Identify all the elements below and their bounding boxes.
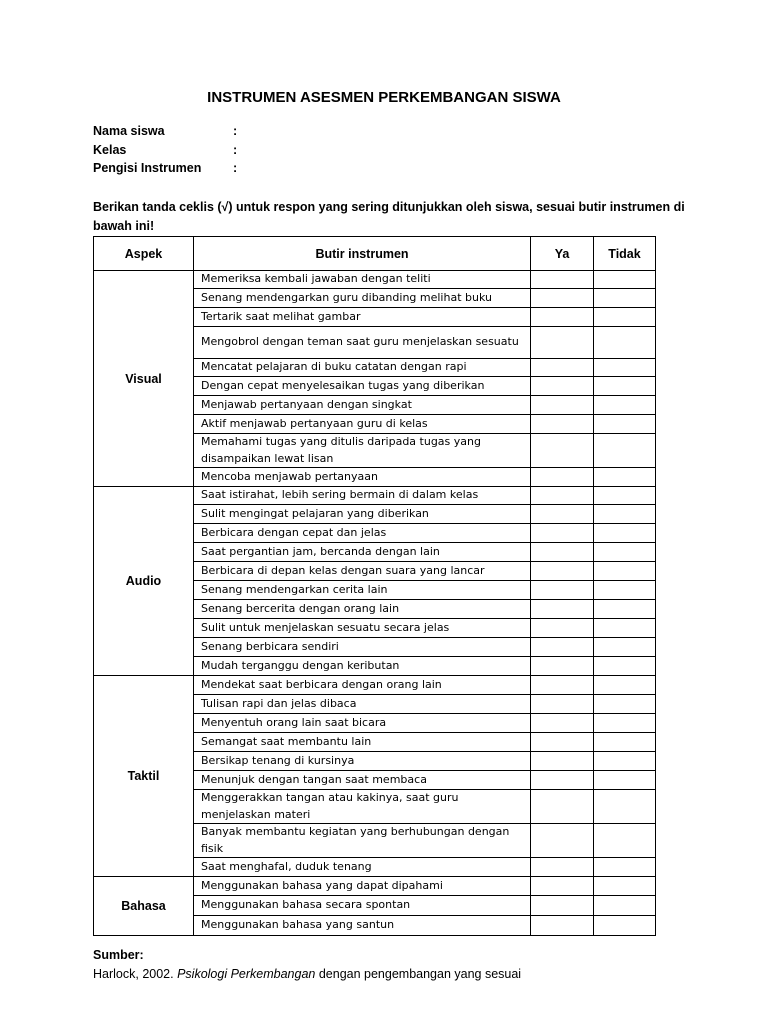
tidak-checkbox-cell[interactable]	[594, 505, 656, 524]
identity-row-nama	[93, 122, 238, 141]
ya-checkbox-cell[interactable]	[531, 858, 594, 877]
source-footer	[93, 946, 521, 984]
ya-checkbox-cell[interactable]	[531, 676, 594, 695]
ya-checkbox-cell[interactable]	[531, 562, 594, 581]
header-tidak: Tidak	[594, 237, 656, 271]
ya-checkbox-cell[interactable]	[531, 619, 594, 638]
tidak-checkbox-cell[interactable]	[594, 289, 656, 308]
tidak-checkbox-cell[interactable]	[594, 824, 656, 858]
ya-checkbox-cell[interactable]	[531, 714, 594, 733]
tidak-checkbox-cell[interactable]	[594, 916, 656, 936]
butir-cell: Sulit untuk menjelaskan sesuatu secara jelas	[194, 619, 531, 638]
ya-checkbox-cell[interactable]	[531, 289, 594, 308]
butir-cell: Tulisan rapi dan jelas dibaca	[194, 695, 531, 714]
ya-checkbox-cell[interactable]	[531, 396, 594, 415]
ya-checkbox-cell[interactable]	[531, 415, 594, 434]
tidak-checkbox-cell[interactable]	[594, 327, 656, 359]
ya-checkbox-cell[interactable]	[531, 824, 594, 858]
tidak-checkbox-cell[interactable]	[594, 434, 656, 468]
tidak-checkbox-cell[interactable]	[594, 524, 656, 543]
butir-cell: Saat istirahat, lebih sering bermain di dalam kelas	[194, 487, 531, 505]
tidak-checkbox-cell[interactable]	[594, 790, 656, 824]
tidak-checkbox-cell[interactable]	[594, 771, 656, 790]
butir-cell: Mencoba menjawab pertanyaan	[194, 468, 531, 487]
ya-checkbox-cell[interactable]	[531, 543, 594, 562]
butir-cell: Menggunakan bahasa yang dapat dipahami	[194, 877, 531, 896]
butir-cell: Mudah terganggu dengan keributan	[194, 657, 531, 676]
tidak-checkbox-cell[interactable]	[594, 359, 656, 377]
butir-cell: Menunjuk dengan tangan saat membaca	[194, 771, 531, 790]
aspek-cell-bahasa: Bahasa	[94, 877, 194, 936]
ya-checkbox-cell[interactable]	[531, 657, 594, 676]
identity-fields	[93, 122, 238, 178]
butir-cell: Sulit mengingat pelajaran yang diberikan	[194, 505, 531, 524]
tidak-checkbox-cell[interactable]	[594, 581, 656, 600]
ya-checkbox-cell[interactable]	[531, 877, 594, 896]
ya-checkbox-cell[interactable]	[531, 308, 594, 327]
ya-checkbox-cell[interactable]	[531, 896, 594, 916]
identity-colon: :	[233, 124, 238, 138]
tidak-checkbox-cell[interactable]	[594, 468, 656, 487]
ya-checkbox-cell[interactable]	[531, 359, 594, 377]
butir-cell: Menjawab pertanyaan dengan singkat	[194, 396, 531, 415]
butir-cell: Berbicara dengan cepat dan jelas	[194, 524, 531, 543]
butir-cell: Saat pergantian jam, bercanda dengan lain	[194, 543, 531, 562]
ya-checkbox-cell[interactable]	[531, 638, 594, 657]
tidak-checkbox-cell[interactable]	[594, 733, 656, 752]
tidak-checkbox-cell[interactable]	[594, 415, 656, 434]
ya-checkbox-cell[interactable]	[531, 916, 594, 936]
identity-label: Nama siswa	[93, 124, 165, 138]
ya-checkbox-cell[interactable]	[531, 487, 594, 505]
tidak-checkbox-cell[interactable]	[594, 858, 656, 877]
butir-cell: Menggunakan bahasa secara spontan	[194, 896, 531, 916]
ya-checkbox-cell[interactable]	[531, 790, 594, 824]
tidak-checkbox-cell[interactable]	[594, 396, 656, 415]
butir-cell: Mengobrol dengan teman saat guru menjelaskan sesuatu	[194, 327, 531, 359]
ya-checkbox-cell[interactable]	[531, 271, 594, 289]
identity-label: Kelas	[93, 142, 127, 157]
ya-checkbox-cell[interactable]	[531, 377, 594, 396]
butir-cell: Banyak membantu kegiatan yang berhubungan dengan fisik	[194, 824, 531, 858]
table-row	[94, 676, 656, 695]
tidak-checkbox-cell[interactable]	[594, 308, 656, 327]
butir-cell: Mendekat saat berbicara dengan orang lain	[194, 676, 531, 695]
ya-checkbox-cell[interactable]	[531, 771, 594, 790]
tidak-checkbox-cell[interactable]	[594, 487, 656, 505]
identity-colon: :	[233, 161, 238, 175]
aspek-cell-audio: Audio	[94, 487, 194, 676]
butir-cell: Menggerakkan tangan atau kakinya, saat guru menjelaskan materi	[194, 790, 531, 824]
butir-cell: Saat menghafal, duduk tenang	[194, 858, 531, 877]
aspek-cell-taktil: Taktil	[94, 676, 194, 877]
butir-cell: Senang bercerita dengan orang lain	[194, 600, 531, 619]
tidak-checkbox-cell[interactable]	[594, 600, 656, 619]
butir-cell: Bersikap tenang di kursinya	[194, 752, 531, 771]
tidak-checkbox-cell[interactable]	[594, 271, 656, 289]
citation-rest: dengan pengembangan yang sesuai	[315, 967, 522, 981]
page-title: INSTRUMEN ASESMEN PERKEMBANGAN SISWA	[207, 89, 561, 106]
ya-checkbox-cell[interactable]	[531, 434, 594, 468]
ya-checkbox-cell[interactable]	[531, 600, 594, 619]
tidak-checkbox-cell[interactable]	[594, 877, 656, 896]
ya-checkbox-cell[interactable]	[531, 468, 594, 487]
butir-cell: Menggunakan bahasa yang santun	[194, 916, 531, 936]
tidak-checkbox-cell[interactable]	[594, 676, 656, 695]
butir-cell: Dengan cepat menyelesaikan tugas yang diberikan	[194, 377, 531, 396]
butir-cell: Berbicara di depan kelas dengan suara yang lancar	[194, 562, 531, 581]
butir-cell: Mencatat pelajaran di buku catatan dengan rapi	[194, 359, 531, 377]
tidak-checkbox-cell[interactable]	[594, 377, 656, 396]
identity-row-kelas	[93, 141, 238, 160]
butir-cell: Memahami tugas yang ditulis daripada tugas yang disampaikan lewat lisan	[194, 434, 531, 468]
ya-checkbox-cell[interactable]	[531, 695, 594, 714]
ya-checkbox-cell[interactable]	[531, 505, 594, 524]
butir-cell: Tertarik saat melihat gambar	[194, 308, 531, 327]
instruction-text: Berikan tanda ceklis (√) untuk respon yang sering ditunjukkan oleh siswa, sesuai butir instrumen di bawah ini!	[93, 200, 685, 233]
table-header-row	[94, 237, 656, 271]
ya-checkbox-cell[interactable]	[531, 524, 594, 543]
instrument-table	[93, 236, 656, 936]
table-row	[94, 487, 656, 505]
butir-cell: Senang mendengarkan cerita lain	[194, 581, 531, 600]
ya-checkbox-cell[interactable]	[531, 733, 594, 752]
tidak-checkbox-cell[interactable]	[594, 638, 656, 657]
table-row	[94, 271, 656, 289]
identity-row-pengisi	[93, 159, 238, 178]
identity-colon: :	[233, 142, 238, 157]
butir-cell: Semangat saat membantu lain	[194, 733, 531, 752]
ya-checkbox-cell[interactable]	[531, 581, 594, 600]
tidak-checkbox-cell[interactable]	[594, 714, 656, 733]
ya-checkbox-cell[interactable]	[531, 752, 594, 771]
source-citation	[93, 965, 521, 984]
butir-cell: Menyentuh orang lain saat bicara	[194, 714, 531, 733]
source-label: Sumber:	[93, 948, 144, 962]
citation-author-year: Harlock, 2002.	[93, 967, 178, 981]
identity-label: Pengisi Instrumen	[93, 161, 202, 175]
tidak-checkbox-cell[interactable]	[594, 562, 656, 581]
butir-cell: Senang berbicara sendiri	[194, 638, 531, 657]
tidak-checkbox-cell[interactable]	[594, 896, 656, 916]
table-body	[94, 271, 656, 936]
header-aspek: Aspek	[94, 237, 194, 271]
table-row	[94, 877, 656, 896]
header-ya: Ya	[531, 237, 594, 271]
butir-cell: Senang mendengarkan guru dibanding melihat buku	[194, 289, 531, 308]
butir-cell: Aktif menjawab pertanyaan guru di kelas	[194, 415, 531, 434]
aspek-cell-visual: Visual	[94, 271, 194, 487]
ya-checkbox-cell[interactable]	[531, 327, 594, 359]
butir-cell: Memeriksa kembali jawaban dengan teliti	[194, 271, 531, 289]
tidak-checkbox-cell[interactable]	[594, 752, 656, 771]
tidak-checkbox-cell[interactable]	[594, 543, 656, 562]
tidak-checkbox-cell[interactable]	[594, 695, 656, 714]
tidak-checkbox-cell[interactable]	[594, 657, 656, 676]
tidak-checkbox-cell[interactable]	[594, 619, 656, 638]
header-butir: Butir instrumen	[194, 237, 531, 271]
citation-book-title: Psikologi Perkembangan	[177, 967, 316, 981]
